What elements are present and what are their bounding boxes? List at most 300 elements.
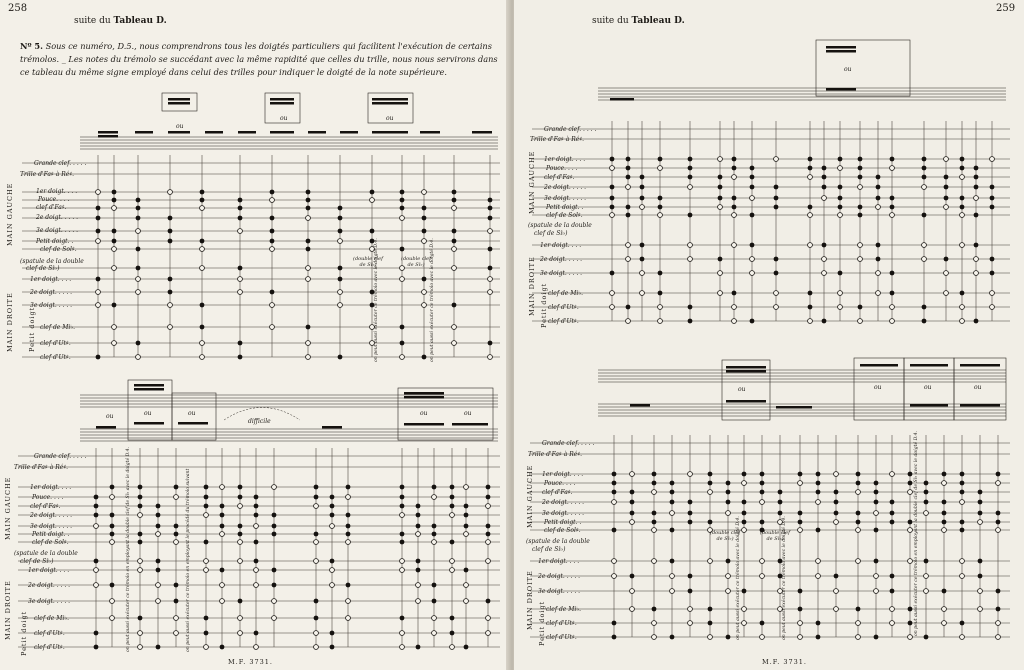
closed-key-mark [942,520,947,525]
closed-key-mark [670,500,675,505]
row-label-grande-clef: Grande clef. . . . . [34,453,87,460]
closed-key-mark [778,500,783,505]
open-key-mark [890,621,895,626]
closed-key-mark [464,524,469,529]
closed-key-mark [670,481,675,486]
closed-key-mark [816,621,821,626]
closed-key-mark [330,559,335,564]
closed-key-mark [220,504,225,509]
closed-key-mark [670,528,675,533]
closed-key-mark [652,511,657,516]
row-label-clef-fa: clef d'Fa♯. [30,503,61,510]
open-key-mark [346,495,351,500]
closed-key-mark [942,511,947,516]
closed-key-mark [204,485,209,490]
closed-key-mark [924,500,929,505]
paragraph-text: Sous ce numéro, D.5., nous comprendrons tous les doigtés particuliers qui facilitent l'exécution de certains trémolos. _ Les notes du trémolo se succédant avec la même rapidité que celles du trille, nous nous servirons dans ce tableau du même signe employé dans celui des trilles pour indiquer le doigté de la note supérieure. [20,41,498,77]
open-key-mark [346,599,351,604]
ou-label: ou [144,410,152,417]
closed-key-mark [110,513,115,518]
closed-key-mark [138,504,143,509]
open-key-mark [156,599,161,604]
open-key-mark [110,616,115,621]
closed-key-mark [726,559,731,564]
open-key-mark [486,504,491,509]
closed-key-mark [238,599,243,604]
closed-key-mark [174,599,179,604]
open-key-mark [856,528,861,533]
open-key-mark [174,495,179,500]
closed-key-mark [272,524,277,529]
closed-key-mark [874,500,879,505]
closed-key-mark [486,524,491,529]
fingering-grid-lower-right [514,0,1024,670]
row-label-clef-fa: clef d'Fa♯. [542,489,573,496]
row-label-pouce: Pouce. . . . [38,196,70,203]
closed-key-mark [254,504,259,509]
group-label-main-droite: MAIN DROITE [528,256,536,316]
closed-key-mark [450,540,455,545]
open-key-mark [486,616,491,621]
open-key-mark [254,645,259,650]
closed-key-mark [942,500,947,505]
closed-key-mark [400,540,405,545]
closed-key-mark [874,481,879,486]
row-label-doigt1-droite: 1er doigt. . . . [538,558,580,565]
closed-key-mark [204,616,209,621]
open-key-mark [856,635,861,640]
open-key-mark [220,583,225,588]
open-key-mark [330,568,335,573]
open-key-mark [400,559,405,564]
open-key-mark [652,528,657,533]
closed-key-mark [978,574,983,579]
closed-key-mark [942,472,947,477]
closed-key-mark [138,532,143,537]
closed-key-mark [816,528,821,533]
closed-key-mark [856,520,861,525]
closed-key-mark [330,513,335,518]
annotation-alt-fingering: on peut aussi exécuter ce trémolo en employant le procédé du trémolo suivant [186,468,191,652]
closed-key-mark [856,607,861,612]
open-key-mark [612,559,617,564]
closed-key-mark [688,574,693,579]
open-key-mark [908,490,913,495]
closed-key-mark [996,607,1001,612]
closed-key-mark [670,490,675,495]
closed-key-mark [652,472,657,477]
closed-key-mark [204,540,209,545]
group-label-main-droite: MAIN DROITE [4,580,12,640]
closed-key-mark [856,511,861,516]
closed-key-mark [726,500,731,505]
closed-key-mark [464,513,469,518]
row-label-clef-ut: clef d'Ut♯. [546,620,577,627]
open-key-mark [314,504,319,509]
closed-key-mark [94,631,99,636]
closed-key-mark [726,490,731,495]
open-key-mark [978,520,983,525]
open-key-mark [834,589,839,594]
closed-key-mark [612,481,617,486]
row-label-trille: Trille d'Fa♯ à Ré♯. [530,136,585,143]
open-key-mark [742,607,747,612]
open-key-mark [486,631,491,636]
closed-key-mark [486,532,491,537]
footer-left: M.F. 3731. [228,658,273,666]
closed-key-mark [330,631,335,636]
closed-key-mark [816,635,821,640]
closed-key-mark [400,485,405,490]
row-label-clef-mi: clef de Mi♭. [546,606,582,613]
open-key-mark [432,540,437,545]
closed-key-mark [110,583,115,588]
open-key-mark [856,621,861,626]
closed-key-mark [174,485,179,490]
open-key-mark [174,616,179,621]
ou-label: ou [738,386,746,393]
row-label-doigt1: 1er doigt. . . . [36,188,78,195]
closed-key-mark [432,485,437,490]
row-label-pouce: Pouce. . . . [544,480,576,487]
closed-key-mark [978,490,983,495]
closed-key-mark [996,511,1001,516]
open-key-mark [400,568,405,573]
closed-key-mark [110,532,115,537]
closed-key-mark [960,481,965,486]
open-key-mark [400,631,405,636]
open-key-mark [612,500,617,505]
open-key-mark [760,500,765,505]
closed-key-mark [94,513,99,518]
open-key-mark [174,540,179,545]
row-label-doigt3: 3e doigt. . . . . [544,195,587,202]
open-key-mark [924,589,929,594]
open-key-mark [960,500,965,505]
closed-key-mark [432,583,437,588]
open-key-mark [708,490,713,495]
closed-key-mark [464,568,469,573]
ou-label: ou [464,410,472,417]
closed-key-mark [238,485,243,490]
row-label-clef-mi: clef de Mi♭. [40,324,76,331]
open-key-mark [652,635,657,640]
closed-key-mark [742,500,747,505]
closed-key-mark [890,589,895,594]
row-label-clef-mi: clef de Mi♭. [34,615,70,622]
closed-key-mark [798,511,803,516]
open-key-mark [742,528,747,533]
open-key-mark [816,574,821,579]
closed-key-mark [996,589,1001,594]
closed-key-mark [416,559,421,564]
open-key-mark [670,589,675,594]
row-label-doigt1: 1er doigt. . . . [544,156,586,163]
closed-key-mark [652,607,657,612]
row-label-clef-sol: clef de Sol♯. [546,212,583,219]
row-label-doigt1-droite: 1er doigt. . . . [28,567,70,574]
closed-key-mark [346,532,351,537]
row-label-spatule: (spatule de la double [14,550,78,557]
open-key-mark [94,583,99,588]
row-label-trille: Trille d'Fa♯ à Ré♯. [14,464,69,471]
open-key-mark [960,635,965,640]
closed-key-mark [834,511,839,516]
open-key-mark [272,485,277,490]
open-key-mark [432,631,437,636]
closed-key-mark [742,511,747,516]
closed-key-mark [612,472,617,477]
open-key-mark [220,532,225,537]
closed-key-mark [138,485,143,490]
annotation-double-clef: (double clef de Si♭) [401,256,431,268]
closed-key-mark [94,559,99,564]
closed-key-mark [254,540,259,545]
open-key-mark [238,631,243,636]
closed-key-mark [110,485,115,490]
annotation-alt-fingering: on peut aussi exécuter ce trémolo avec le doigté D.4. [430,238,435,362]
open-key-mark [254,568,259,573]
closed-key-mark [978,500,983,505]
open-key-mark [856,559,861,564]
row-label-doigt2-droite: 2e doigt. . . . . [28,582,71,589]
closed-key-mark [890,511,895,516]
open-key-mark [238,540,243,545]
open-key-mark [996,621,1001,626]
closed-key-mark [138,495,143,500]
open-key-mark [652,559,657,564]
closed-key-mark [330,504,335,509]
open-key-mark [110,540,115,545]
open-key-mark [652,621,657,626]
closed-key-mark [708,621,713,626]
row-label-trille: Trille d'Fa♯ à Ré♯. [528,451,583,458]
row-label-petit-doigt: Petit doigt. . [36,238,74,245]
open-key-mark [464,485,469,490]
group-label-petit-doigt: Petit doigt [540,282,548,328]
closed-key-mark [890,520,895,525]
closed-key-mark [924,490,929,495]
open-key-mark [220,485,225,490]
closed-key-mark [688,520,693,525]
ou-label: ou [874,384,882,391]
open-key-mark [908,635,913,640]
closed-key-mark [138,616,143,621]
closed-key-mark [708,607,713,612]
closed-key-mark [924,559,929,564]
closed-key-mark [416,504,421,509]
row-label-grande-clef: Grande clef. . . . . [542,440,595,447]
open-key-mark [834,520,839,525]
row-label-clef-sol: clef de Sol♯. [544,527,581,534]
closed-key-mark [400,504,405,509]
open-key-mark [960,574,965,579]
closed-key-mark [156,568,161,573]
closed-key-mark [798,589,803,594]
closed-key-mark [464,504,469,509]
open-key-mark [254,583,259,588]
row-label-clef-ut: clef d'Ut♯. [548,304,579,311]
group-label-petit-doigt: Petit doigt [538,600,546,646]
row-label-doigt3-droite: 3e doigt. . . . . [540,270,583,277]
closed-key-mark [174,524,179,529]
open-key-mark [156,532,161,537]
closed-key-mark [238,524,243,529]
closed-key-mark [816,472,821,477]
row-label-spatule-2: clef de Si♭) [26,265,60,272]
row-label-doigt3: 3e doigt. . . . . [36,227,79,234]
closed-key-mark [798,472,803,477]
ou-label: ou [188,410,196,417]
closed-key-mark [314,599,319,604]
closed-key-mark [220,645,225,650]
closed-key-mark [816,490,821,495]
left-page [0,0,510,670]
open-key-mark [330,583,335,588]
open-key-mark [612,574,617,579]
group-label-main-gauche: MAIN GAUCHE [6,182,14,246]
closed-key-mark [400,532,405,537]
open-key-mark [314,540,319,545]
open-key-mark [708,635,713,640]
row-label-spatule-2: clef de Si♭) [532,546,566,553]
paragraph-number: Nº 5. [20,41,43,51]
header-title: Tableau D. [113,16,167,26]
row-label-doigt1-droite: 1er doigt. . . . [540,242,582,249]
closed-key-mark [688,511,693,516]
row-label-doigt3: 3e doigt. . . . . [542,510,585,517]
open-key-mark [874,511,879,516]
closed-key-mark [942,589,947,594]
open-key-mark [204,568,209,573]
closed-key-mark [450,504,455,509]
closed-key-mark [346,485,351,490]
closed-key-mark [960,621,965,626]
open-key-mark [110,495,115,500]
open-key-mark [670,511,675,516]
closed-key-mark [670,635,675,640]
closed-key-mark [486,485,491,490]
open-key-mark [432,495,437,500]
closed-key-mark [486,599,491,604]
open-key-mark [816,559,821,564]
closed-key-mark [416,568,421,573]
closed-key-mark [272,532,277,537]
closed-key-mark [874,490,879,495]
closed-key-mark [708,481,713,486]
header-prefix: suite du [592,16,629,26]
open-key-mark [760,559,765,564]
closed-key-mark [760,472,765,477]
closed-key-mark [432,532,437,537]
closed-key-mark [856,481,861,486]
row-label-spatule: (spatule de la double [526,538,590,545]
ou-label: ou [176,123,184,130]
page-number-right: 259 [996,3,1016,14]
closed-key-mark [220,513,225,518]
closed-key-mark [156,524,161,529]
open-key-mark [450,568,455,573]
closed-key-mark [110,524,115,529]
closed-key-mark [652,481,657,486]
open-key-mark [204,559,209,564]
open-key-mark [110,599,115,604]
row-label-clef-ut-2: clef d'Ut♯. [40,354,71,361]
open-key-mark [670,574,675,579]
closed-key-mark [254,513,259,518]
closed-key-mark [346,583,351,588]
closed-key-mark [874,559,879,564]
open-key-mark [138,645,143,650]
annotation-alt-fingering: on peut aussi exécuter ce trémolo en employant la double clef de Si♭ avec le doigté D.4. [126,447,131,652]
open-key-mark [416,599,421,604]
ou-label: ou [280,115,288,122]
open-key-mark [464,599,469,604]
open-key-mark [204,513,209,518]
open-key-mark [630,472,635,477]
ou-label: ou [924,384,932,391]
annotation-double-clef: (double clef de Si♭) [710,530,740,542]
group-label-petit-doigt: Petit doigt [28,306,36,352]
closed-key-mark [630,511,635,516]
annotation-alt-fingering: on peut aussi exécuter ce trémolo avec le doigté D.4. [782,516,787,640]
open-key-mark [400,645,405,650]
closed-key-mark [204,631,209,636]
closed-key-mark [760,490,765,495]
open-key-mark [942,481,947,486]
closed-key-mark [464,645,469,650]
closed-key-mark [874,528,879,533]
closed-key-mark [978,511,983,516]
closed-key-mark [272,513,277,518]
open-key-mark [688,472,693,477]
closed-key-mark [346,513,351,518]
row-label-petit-doigt: Petit doigt. . [546,204,584,211]
closed-key-mark [726,635,731,640]
closed-key-mark [314,532,319,537]
closed-key-mark [856,472,861,477]
closed-key-mark [432,524,437,529]
closed-key-mark [330,645,335,650]
closed-key-mark [416,645,421,650]
open-key-mark [688,607,693,612]
row-label-spatule: (spatule de la double [528,222,592,229]
open-key-mark [742,481,747,486]
closed-key-mark [726,481,731,486]
group-label-main-gauche: MAIN GAUCHE [526,464,534,528]
open-key-mark [908,559,913,564]
closed-key-mark [670,559,675,564]
right-page [514,0,1024,670]
closed-key-mark [612,621,617,626]
open-key-mark [346,616,351,621]
closed-key-mark [778,490,783,495]
closed-key-mark [742,589,747,594]
closed-key-mark [254,559,259,564]
closed-key-mark [612,490,617,495]
closed-key-mark [450,631,455,636]
group-label-petit-doigt: Petit doigt [20,610,28,656]
open-key-mark [220,599,225,604]
open-key-mark [798,528,803,533]
closed-key-mark [138,540,143,545]
open-key-mark [450,559,455,564]
open-key-mark [94,524,99,529]
open-key-mark [960,559,965,564]
row-label-clef-ut-2: clef d'Ut♯. [546,634,577,641]
open-key-mark [996,635,1001,640]
open-key-mark [314,559,319,564]
